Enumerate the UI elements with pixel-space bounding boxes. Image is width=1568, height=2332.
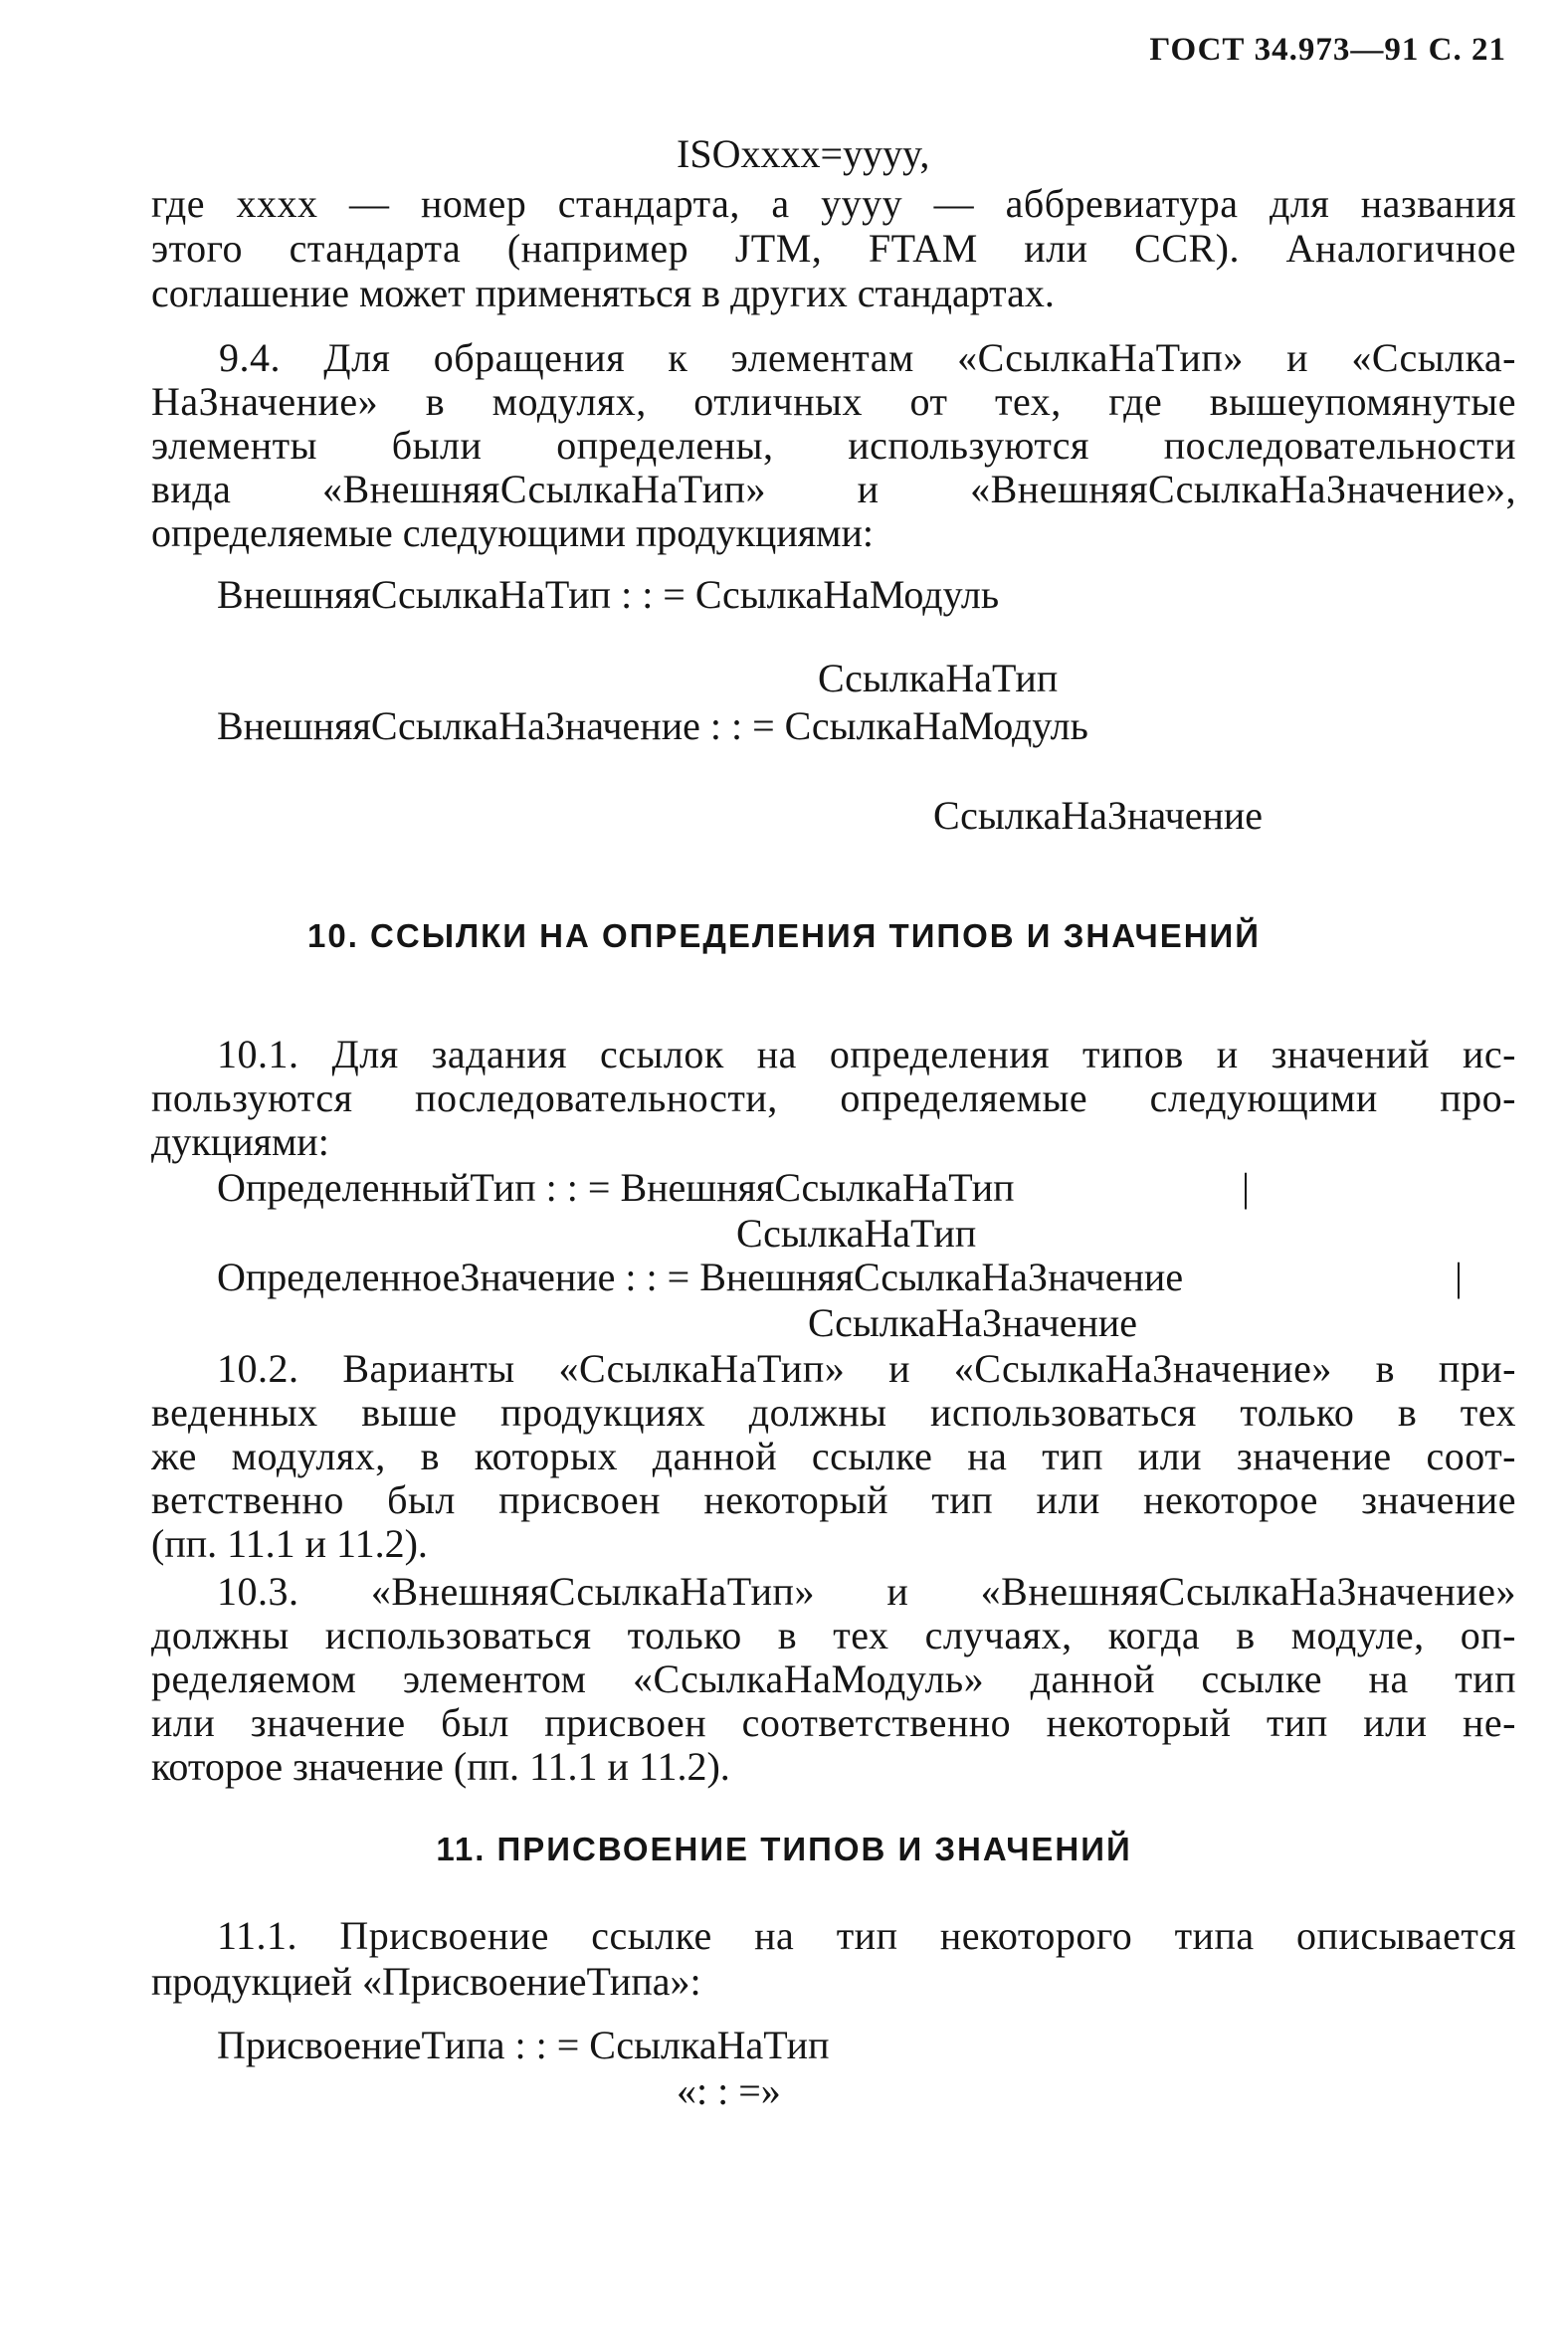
formula-iso: ISOxxxx=yyyy,	[677, 131, 930, 176]
paragraph-9-4-line: НаЗначение» в модулях, отличных от тех, где вышеупомянутые	[151, 382, 1516, 424]
paragraph-10-3-line: которое значение (пп. 11.1 и 11.2).	[151, 1744, 730, 1789]
production-line: СсылкаНаЗначение	[808, 1300, 1138, 1345]
paragraph-10-1-line: 10.1. Для задания ссылок на определения типов и значений ис-	[217, 1035, 1516, 1076]
paragraph-9-4-line: определяемые следующими продукциями:	[151, 510, 874, 555]
production-line: СсылкаНаТип	[818, 656, 1059, 700]
production-line: ВнешняяСсылкаНаТип : : = СсылкаНаМодуль	[217, 572, 1000, 617]
alternative-bar: |	[1455, 1255, 1464, 1299]
paragraph-10-2-line: (пп. 11.1 и 11.2).	[151, 1521, 428, 1566]
paragraph-10-3-line: или значение был присвоен соответственно некоторый тип или не-	[151, 1703, 1516, 1745]
paragraph-10-1-line: дукциями:	[151, 1119, 329, 1164]
paragraph-10-3-line: ределяемом элементом «СсылкаНаМодуль» данной ссылке на тип	[151, 1659, 1516, 1701]
paragraph-9-4-line: элементы были определены, используются последовательности	[151, 426, 1516, 468]
alternative-bar: |	[1242, 1165, 1251, 1210]
paragraph-10-3-line: должны использоваться только в тех случаях, когда в модуле, оп-	[151, 1616, 1516, 1657]
paragraph-10-2-line: веденных выше продукциях должны использоваться только в тех	[151, 1393, 1516, 1435]
paragraph-10-2-line: же модулях, в которых данной ссылке на тип или значение соот-	[151, 1437, 1516, 1478]
paragraph-10-2-line: 10.2. Варианты «СсылкаНаТип» и «СсылкаНаЗначение» в при-	[217, 1349, 1516, 1391]
paragraph-line: этого стандарта (например JTM, FTAM или CCR). Аналогичное	[151, 229, 1516, 271]
production-line: ВнешняяСсылкаНаЗначение : : = СсылкаНаМодуль	[217, 703, 1088, 748]
paragraph-line: соглашение может применяться в других стандартах.	[151, 271, 1055, 315]
paragraph-9-4-line: вида «ВнешняяСсылкаНаТип» и «ВнешняяСсылкаНаЗначение»,	[151, 470, 1516, 511]
production-line: ОпределенноеЗначение : : = ВнешняяСсылкаНаЗначение	[217, 1255, 1184, 1299]
section-10-heading: 10. ССЫЛКИ НА ОПРЕДЕЛЕНИЯ ТИПОВ И ЗНАЧЕНИЙ	[306, 917, 1261, 954]
paragraph-line: где xxxx — номер стандарта, а yyyy — аббревиатура для названия	[151, 184, 1516, 226]
paragraph-10-2-line: ветственно был присвоен некоторый тип или некоторое значение	[151, 1480, 1516, 1522]
paragraph-11-1-line: продукцией «ПрисвоениеТипа»:	[151, 1959, 701, 2004]
production-line: СсылкаНаЗначение	[933, 793, 1264, 838]
section-11-heading: 11. ПРИСВОЕНИЕ ТИПОВ И ЗНАЧЕНИЙ	[436, 1831, 1132, 1867]
paragraph-10-1-line: пользуются последовательности, определяемые следующими про-	[151, 1078, 1516, 1120]
production-line: ОпределенныйТип : : = ВнешняяСсылкаНаТип	[217, 1165, 1015, 1210]
production-line: СсылкаНаТип	[736, 1211, 977, 1256]
page-header: ГОСТ 34.973—91 С. 21	[1149, 32, 1506, 68]
paragraph-11-1-line: 11.1. Присвоение ссылке на тип некоторого типа описывается	[217, 1916, 1516, 1958]
paragraph-9-4-line: 9.4. Для обращения к элементам «СсылкаНаТип» и «Ссылка-	[219, 338, 1516, 380]
production-line: «: : =»	[677, 2068, 781, 2113]
production-line: ПрисвоениеТипа : : = СсылкаНаТип	[217, 2023, 830, 2067]
paragraph-10-3-line: 10.3. «ВнешняяСсылкаНаТип» и «ВнешняяСсылкаНаЗначение»	[217, 1572, 1516, 1614]
